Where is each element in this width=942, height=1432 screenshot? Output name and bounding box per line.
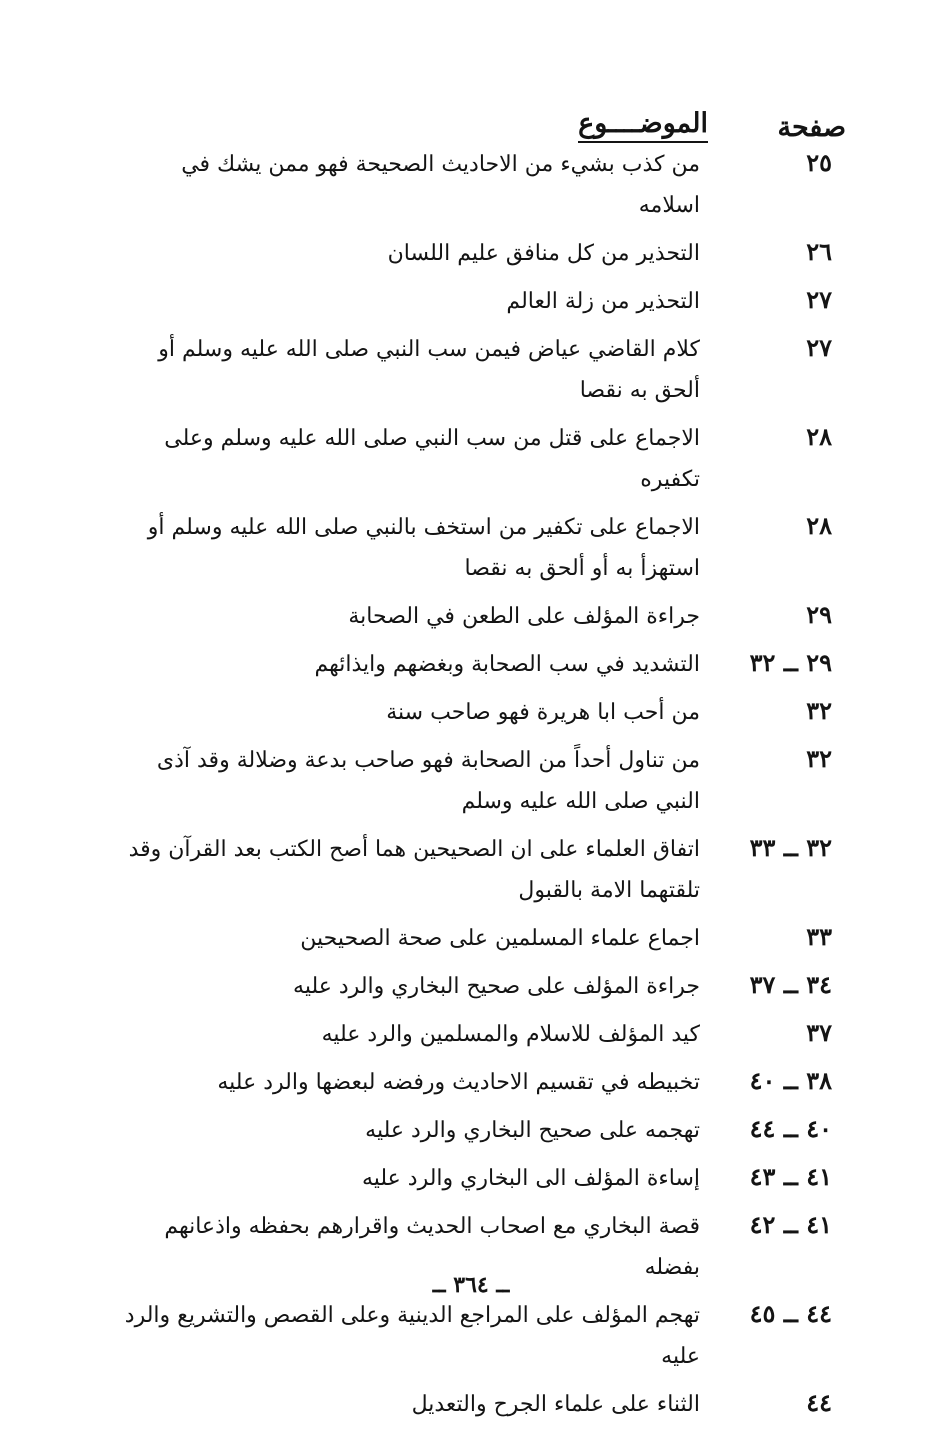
toc-entry-topic: تهجم المؤلف على المراجع الدينية وعلى القصص والتشريع والرد عليه xyxy=(124,1303,700,1369)
toc-entry-topic: قصة البخاري مع اصحاب الحديث واقرارهم بحفظه واذعانهم بفضله xyxy=(164,1214,700,1280)
toc-entry-pages: ٣٧ xyxy=(806,1018,832,1047)
toc-entry-pages: ٣٢ ــ ٣٣ xyxy=(749,833,832,862)
toc-entry xyxy=(0,829,942,911)
toc-entry xyxy=(0,281,942,322)
toc-entry-topic: التحذير من كل منافق عليم اللسان xyxy=(387,241,700,266)
toc-entry-topic: تخبيطه في تقسيم الاحاديث ورفضه لبعضها والرد عليه xyxy=(217,1070,700,1095)
toc-entry-topic: التشديد في سب الصحابة وبغضهم وايذائهم xyxy=(314,652,700,677)
toc-entry-topic: الاجماع على قتل من سب النبي صلى الله عليه وسلم وعلى تكفيره xyxy=(164,426,700,492)
toc-entry xyxy=(0,1110,942,1151)
toc-entry xyxy=(0,1384,942,1425)
toc-entry-pages: ٣٨ ــ ٤٠ xyxy=(749,1066,832,1095)
toc-entry-topic: الاجماع على تكفير من استخف بالنبي صلى الله عليه وسلم أو استهزأ به أو ألحق به نقصا xyxy=(147,515,700,581)
topic-column-heading: الموضــــوع xyxy=(578,108,708,143)
toc-entry-pages: ٤٠ ــ ٤٤ xyxy=(749,1114,832,1143)
toc-entry-pages: ٢٩ ــ ٣٢ xyxy=(749,648,832,677)
toc-entry-pages: ٢٨ xyxy=(806,511,832,540)
toc-entry-pages: ٢٥ xyxy=(806,148,832,177)
toc-entry-topic: الثناء على علماء الجرح والتعديل xyxy=(411,1392,700,1417)
toc-entry-pages: ٤٤ ــ ٤٥ xyxy=(749,1299,832,1328)
toc-entry-pages: ٣٣ xyxy=(806,922,832,951)
toc-entry xyxy=(0,644,942,685)
toc-entry-topic: التحذير من زلة العالم xyxy=(506,289,700,314)
toc-entry-topic: إساءة المؤلف الى البخاري والرد عليه xyxy=(361,1166,700,1191)
page-number: ــ ٣٦٤ ــ xyxy=(432,1272,510,1298)
toc-entry xyxy=(0,233,942,274)
toc-entry-topic: جراءة المؤلف على صحيح البخاري والرد عليه xyxy=(293,974,700,999)
toc-entry xyxy=(0,1158,942,1199)
toc-entry-pages: ٢٦ xyxy=(806,237,832,266)
toc-entry xyxy=(0,966,942,1007)
toc-entry xyxy=(0,918,942,959)
toc-entry xyxy=(0,692,942,733)
toc-entry-pages: ٢٧ xyxy=(806,333,832,362)
toc-entry-topic: تهجمه على صحيح البخاري والرد عليه xyxy=(365,1118,700,1143)
toc-entry-topic: كيد المؤلف للاسلام والمسلمين والرد عليه xyxy=(321,1022,700,1047)
toc-entry-topic: من أحب ابا هريرة فهو صاحب سنة xyxy=(386,700,700,725)
toc-entry-topic: كلام القاضي عياض فيمن سب النبي صلى الله عليه وسلم أو ألحق به نقصا xyxy=(158,337,700,403)
toc-entry-topic: اجماع علماء المسلمين على صحة الصحيحين xyxy=(300,926,700,951)
toc-entry xyxy=(0,1014,942,1055)
toc-entry-topic: اتفاق العلماء على ان الصحيحين هما أصح الكتب بعد القرآن وقد تلقتهما الامة بالقبول xyxy=(128,837,700,903)
toc-entry-topic: من كذب بشيء من الاحاديث الصحيحة فهو ممن يشك في اسلامه xyxy=(181,152,700,218)
toc-entry xyxy=(0,1295,942,1377)
toc-entry-pages: ٤٤ xyxy=(806,1388,832,1417)
toc-entry xyxy=(0,329,942,411)
toc-entry-pages: ٣٢ xyxy=(806,744,832,773)
toc-entry-pages: ٤١ ــ ٤٣ xyxy=(749,1162,832,1191)
toc-entry xyxy=(0,418,942,500)
toc-entry-topic: جراءة المؤلف على الطعن في الصحابة xyxy=(348,604,700,629)
toc-entry-pages: ٢٧ xyxy=(806,285,832,314)
toc-entry-pages: ٣٢ xyxy=(806,696,832,725)
toc-entry-pages: ٤١ ــ ٤٢ xyxy=(749,1210,832,1239)
table-of-contents xyxy=(0,144,942,1432)
toc-entry xyxy=(0,596,942,637)
toc-entry-topic: من تناول أحداً من الصحابة فهو صاحب بدعة وضلالة وقد آذى النبي صلى الله عليه وسلم xyxy=(156,748,700,814)
toc-entry xyxy=(0,507,942,589)
toc-entry xyxy=(0,740,942,822)
toc-entry xyxy=(0,144,942,226)
toc-entry-pages: ٢٨ xyxy=(806,422,832,451)
toc-entry-pages: ٣٤ ــ ٣٧ xyxy=(749,970,832,999)
page-column-heading: صفحة xyxy=(777,112,846,143)
toc-entry xyxy=(0,1062,942,1103)
toc-entry-pages: ٢٩ xyxy=(806,600,832,629)
